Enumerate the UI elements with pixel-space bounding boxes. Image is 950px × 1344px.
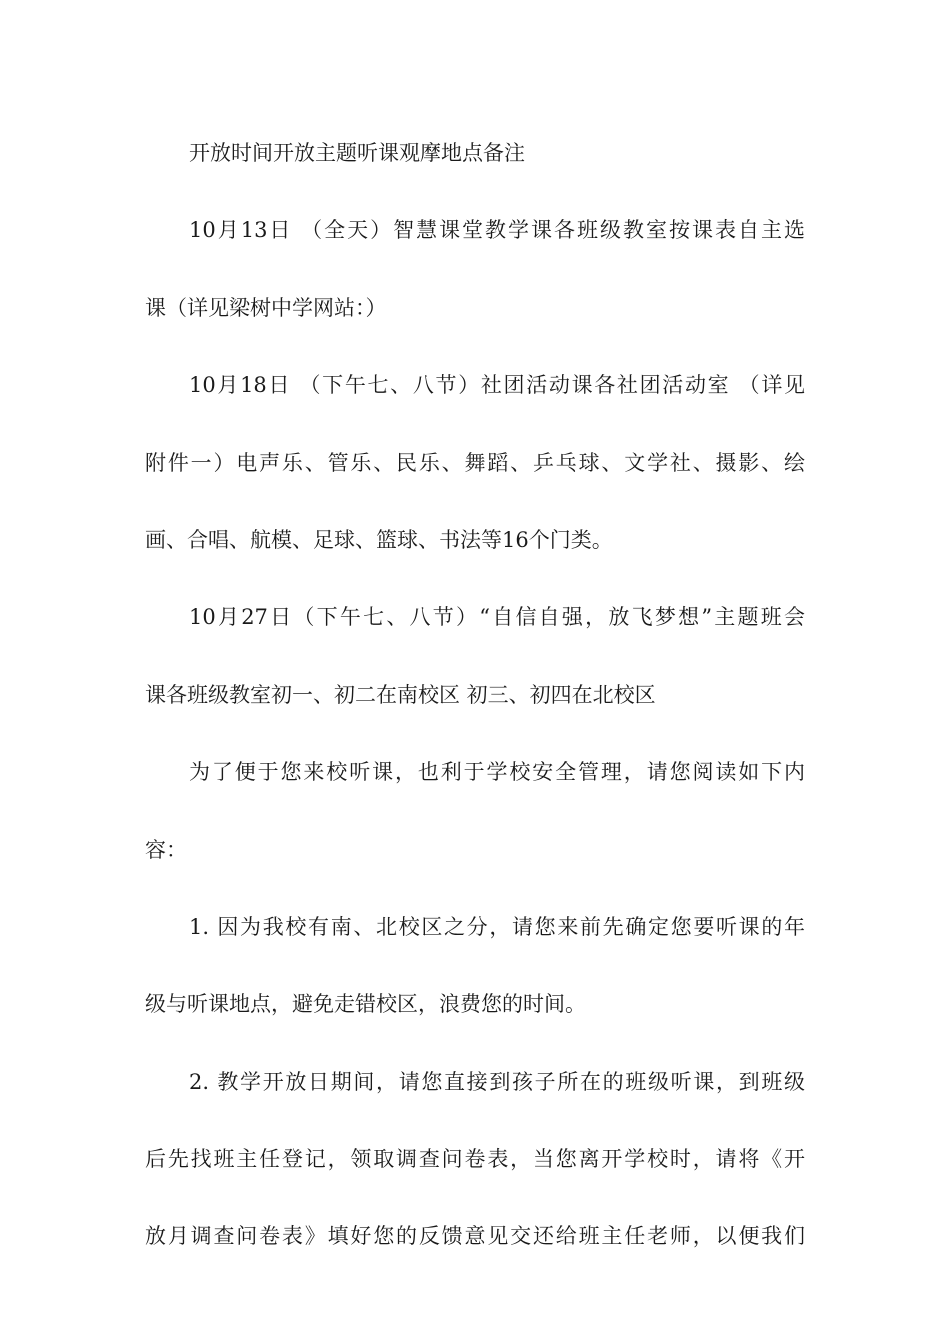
document-body — [145, 123, 805, 1284]
paragraph-line: 1. 因为我校有南、北校区之分，请您来前先确定您要听课的年 — [189, 914, 805, 939]
paragraph-line: 为了便于您来校听课，也利于学校安全管理，请您阅读如下内 — [189, 760, 805, 785]
paragraph-line: 10月27日（下午七、八节）“自信自强，放飞梦想”主题班会 — [189, 605, 805, 630]
paragraph-line: 画、合唱、航模、足球、篮球、书法等16个门类。 — [145, 527, 613, 552]
paragraph-line: 10月13日 （全天）智慧课堂教学课各班级教室按课表自主选 — [189, 218, 805, 243]
paragraph-line: 课各班级教室初一、初二在南校区 初三、初四在北校区 — [145, 682, 656, 707]
paragraph-line: 2. 教学开放日期间，请您直接到孩子所在的班级听课，到班级 — [189, 1069, 805, 1094]
paragraph-line: 附件一）电声乐、管乐、民乐、舞蹈、乒乓球、文学社、摄影、绘 — [145, 450, 805, 475]
paragraph-line: 课（详见梁树中学网站：） — [145, 295, 387, 320]
paragraph-line: 级与听课地点，避免走错校区，浪费您的时间。 — [145, 992, 586, 1017]
paragraph-line: 放月调查问卷表》填好您的反馈意见交还给班主任老师，以便我们 — [145, 1224, 805, 1249]
paragraph-line: 10月18日 （下午七、八节）社团活动课各社团活动室 （详见 — [189, 373, 805, 398]
paragraph-line: 开放时间开放主题听课观摩地点备注 — [189, 141, 525, 165]
paragraph-line: 后先找班主任登记，领取调查问卷表，当您离开学校时，请将《开 — [145, 1147, 805, 1172]
paragraph-line: 容： — [145, 837, 187, 862]
